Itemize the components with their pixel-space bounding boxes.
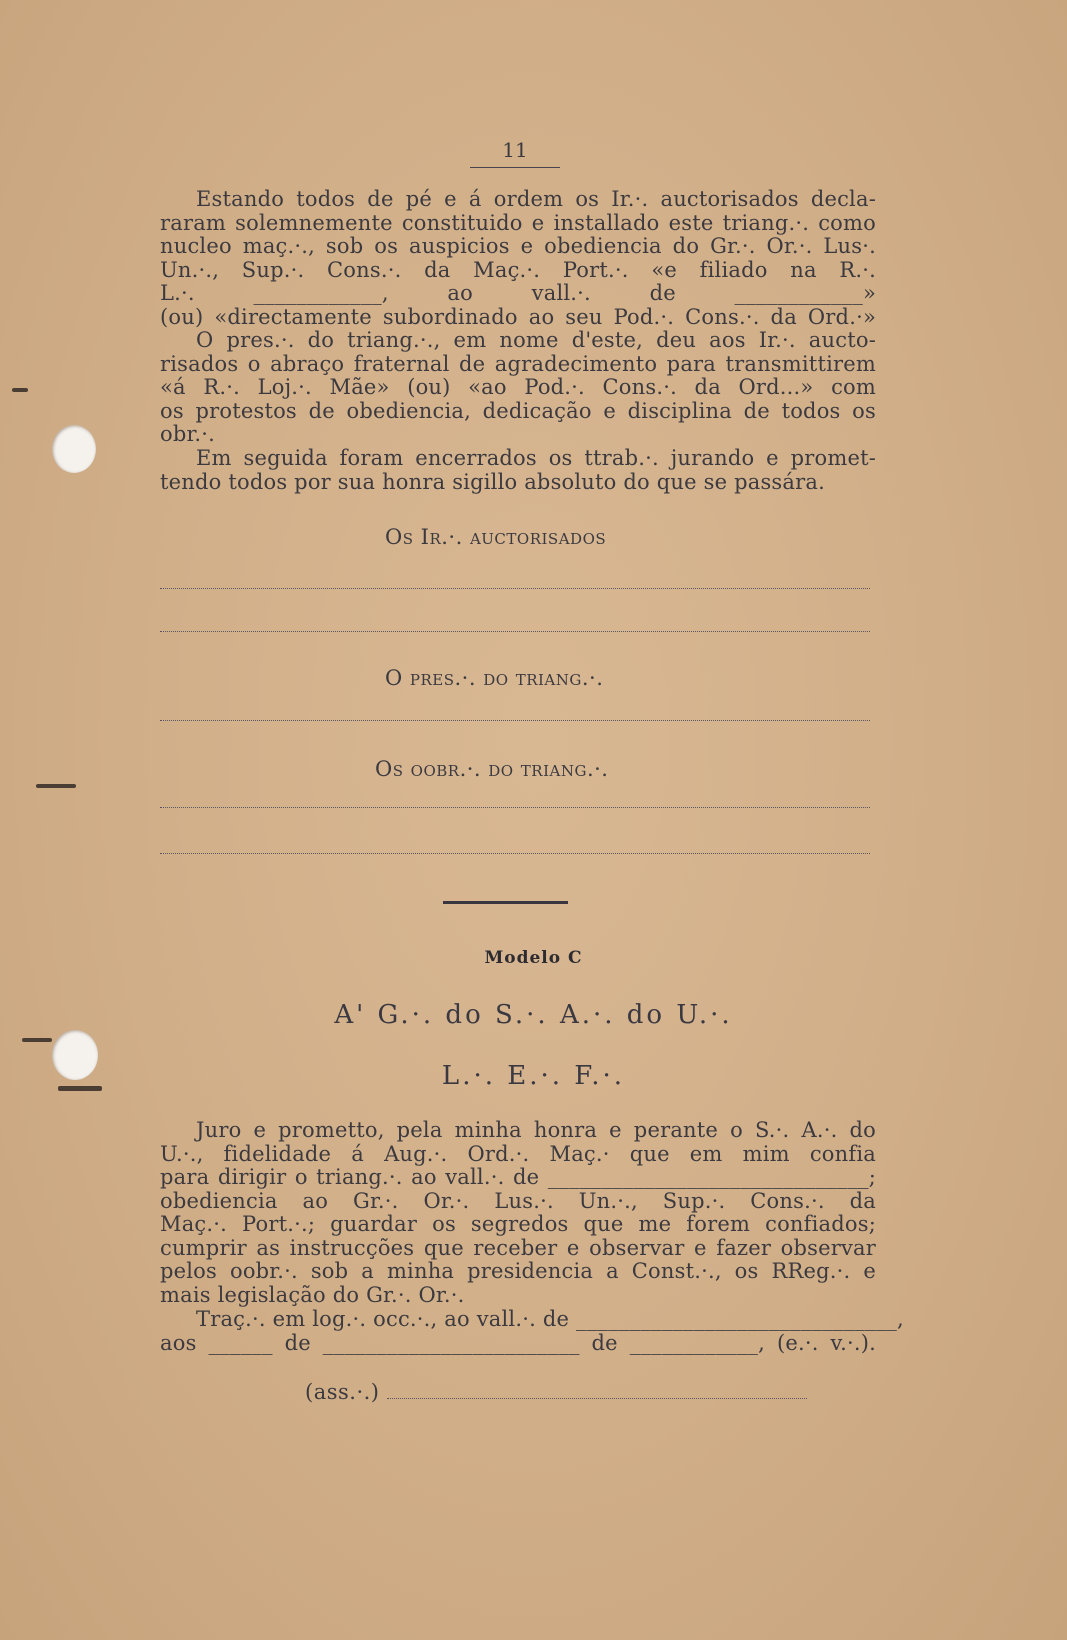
- text-line: pelos oobr.·. sob a minha presidencia a Const.·., os RReg.·. e: [160, 1259, 876, 1283]
- signature-line: [160, 631, 870, 632]
- signature-field: [305, 1380, 825, 1404]
- label-workers: Os oobr.·. do triang.·.: [375, 757, 609, 781]
- paragraph-closing: [160, 447, 876, 494]
- text-line: Maç.·. Port.·.; guardar os segredos que me forem confiados;: [160, 1212, 876, 1236]
- signature-line: [160, 853, 870, 854]
- signature-dotted-line: [387, 1384, 807, 1399]
- paragraph-date: [160, 1307, 904, 1355]
- text-line: Juro e prometto, pela minha honra e perante o S.·. A.·. do: [196, 1118, 876, 1142]
- binding-mark: [22, 1038, 52, 1042]
- paragraph-oath: [160, 1119, 876, 1307]
- text-line: tendo todos por sua honra sigillo absoluto do que se passára.: [160, 469, 825, 494]
- text-line: os protestos de obediencia, dedicação e disciplina de todos os: [160, 398, 876, 423]
- text-line: raram solemnemente constituido e installado este triang.·. como: [160, 210, 876, 235]
- binding-mark: [36, 784, 76, 788]
- text-line: obr.·.: [160, 422, 216, 446]
- text-line: para dirigir o triang.·. ao vall.·. de ______________________________;: [160, 1165, 876, 1189]
- signature-line: [160, 807, 870, 808]
- signature-label: (ass.·.): [305, 1380, 380, 1404]
- text-line: «á R.·. Loj.·. Mãe» (ou) «ao Pod.·. Cons.·. da Ord...» com: [160, 375, 876, 399]
- text-line: Un.·., Sup.·. Cons.·. da Maç.·. Port.·. «e filiado na R.·.: [160, 257, 876, 282]
- text-line: cumprir as instrucções que receber e observar e fazer observar: [160, 1235, 876, 1260]
- text-line: aos ______ de ________________________ de ____________, (e.·. v.·.).: [160, 1330, 876, 1355]
- binding-mark: [12, 388, 28, 392]
- page-number-rule: [470, 167, 560, 168]
- text-line: mais legislação do Gr.·. Or.·.: [160, 1282, 465, 1307]
- paragraph-embrace: [160, 329, 876, 447]
- text-line: Traç.·. em log.·. occ.·., ao vall.·. de ______________________________,: [196, 1307, 904, 1331]
- text-line: nucleo maç.·., sob os auspicios e obediencia do Gr.·. Or.·. Lus·.: [160, 234, 876, 258]
- paragraph-constitution: [160, 188, 876, 329]
- header-invocation: A' G.·. do S.·. A.·. do U.·.: [334, 1000, 733, 1030]
- model-title: Modelo C: [484, 948, 583, 968]
- signature-line: [160, 720, 870, 721]
- punch-hole-top: [52, 425, 96, 473]
- section-divider: [443, 901, 568, 904]
- text-line: Estando todos de pé e á ordem os Ir.·. auctorisados decla-: [196, 187, 876, 211]
- text-line: obediencia ao Gr.·. Or.·. Lus.·. Un.·., Sup.·. Cons.·. da: [160, 1188, 876, 1213]
- text-line: Em seguida foram encerrados os ttrab.·. jurando e promet-: [196, 446, 876, 470]
- page-number: 11: [502, 138, 528, 162]
- text-line: risados o abraço fraternal de agradecimento para transmittirem: [160, 351, 876, 376]
- header-motto: L.·. E.·. F.·.: [441, 1061, 626, 1091]
- signature-line: [160, 588, 870, 589]
- text-line: U.·., fidelidade á Aug.·. Ord.·. Maç.· que em mim confia: [160, 1141, 876, 1166]
- label-president: O pres.·. do triang.·.: [385, 666, 604, 690]
- text-line: O pres.·. do triang.·., em nome d'este, deu aos Ir.·. aucto-: [196, 328, 876, 352]
- label-authorized-brothers: Os Ir.·. auctorisados: [385, 525, 607, 549]
- text-line: L.·. ____________, ao vall.·. de ____________»: [160, 281, 876, 305]
- text-line: (ou) «directamente subordinado ao seu Pod.·. Cons.·. da Ord.·»: [160, 304, 876, 329]
